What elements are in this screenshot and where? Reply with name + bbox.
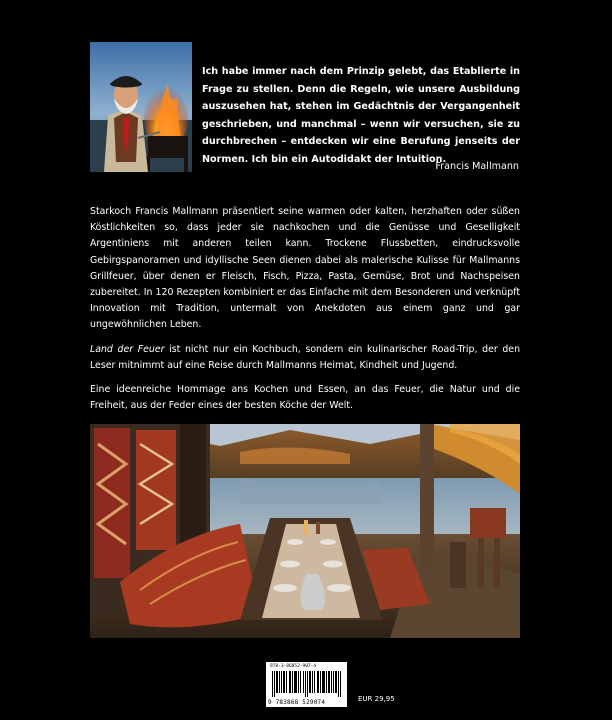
isbn-barcode	[266, 662, 347, 707]
portrait-illustration	[90, 42, 192, 172]
book-title: Land der Feuer	[90, 343, 165, 355]
blurb-paragraph-1: Starkoch Francis Mallmann präsentiert seine warmen oder kalten, herzhaften oder süßen Köstlichkeiten so, dass jeder sie nachkochen und die Genüsse und Geselligkeit Argentiniens mit anderen teilen kann. Trockene Flussbetten, eindrucksvolle Gebirgspanoramen und idyllische Seen dienen dabei als malerische Kulisse für Mallmanns Grillfeuer, über denen er Fleisch, Fisch, Pizza, Pasta, Gemüse, Brot und Nachspeisen zubereitet. In 120 Rezepten kombiniert er das Einfache mit dem Besonderen und verknüpft Innovation mit Tradition, untermalt von Anekdoten aus einem ganz und gar ungewöhnlichen Leben.	[90, 206, 520, 331]
price-label: EUR 29,95	[358, 695, 395, 703]
quote-attribution: Francis Mallmann	[435, 161, 519, 172]
scene-illustration	[90, 424, 520, 638]
isbn-number: 978-3-86852-907-4	[270, 664, 317, 669]
blurb-text	[90, 204, 520, 422]
blurb-paragraph-3: Eine ideenreiche Hommage ans Kochen und Essen, an das Feuer, die Natur und die Freiheit, aus der Feder eines der besten Köche der Welt.	[90, 384, 520, 412]
author-quote: Ich habe immer nach dem Prinzip gelebt, das Etablierte in Frage zu stellen. Denn die Regeln, wie unsere Ausbildung auszusehen hat, stehen im Gedächtnis der Vergangenheit geschrieben, und manchmal – wenn wir versuchen, sie zu durchbrechen – entdecken wir eine Berufung jenseits der Normen. Ich bin ein Autodidakt der Intuition.	[202, 66, 520, 165]
barcode-digits: 9 783868 529074	[268, 699, 326, 706]
author-portrait-photo	[90, 42, 192, 172]
lake-dining-scene-photo	[90, 424, 520, 638]
barcode-bars	[272, 671, 342, 697]
blurb-paragraph-2	[90, 342, 520, 374]
blurb-paragraph-2-text: ist nicht nur ein Kochbuch, sondern ein kulinarischer Road-Trip, der den Leser mitnimmt auf eine Reise durch Mallmanns Heimat, Kindheit und Jugend.	[90, 343, 521, 371]
